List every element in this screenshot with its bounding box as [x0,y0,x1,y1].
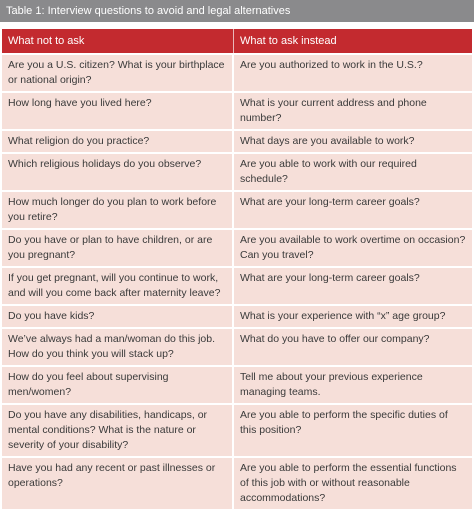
table-row [2,190,472,228]
cell-not-to-ask: What religion do you practice? [2,129,234,152]
table-row [2,53,472,91]
cell-not-to-ask: Do you have or plan to have children, or are you pregnant? [2,228,234,266]
column-header-not-to-ask: What not to ask [2,29,234,53]
cell-not-to-ask: How long have you lived here? [2,91,234,129]
cell-ask-instead: What do you have to offer our company? [234,327,472,365]
cell-not-to-ask: Are you a U.S. citizen? What is your birthplace or national origin? [2,53,234,91]
table-row [2,304,472,327]
cell-ask-instead: What are your long-term career goals? [234,266,472,304]
table-row [2,365,472,403]
cell-not-to-ask: How much longer do you plan to work before you retire? [2,190,234,228]
cell-ask-instead: What is your experience with “x” age group? [234,304,472,327]
table-row [2,129,472,152]
table-row [2,91,472,129]
cell-not-to-ask: If you get pregnant, will you continue to work, and will you come back after maternity leave? [2,266,234,304]
cell-not-to-ask: Do you have any disabilities, handicaps, or mental conditions? What is the nature or severity of your disability? [2,403,234,456]
cell-ask-instead: What days are you available to work? [234,129,472,152]
column-header-ask-instead: What to ask instead [234,29,472,53]
table-caption: Table 1: Interview questions to avoid and legal alternatives [0,0,474,22]
cell-not-to-ask: We’ve always had a man/woman do this job. How do you think you will stack up? [2,327,234,365]
cell-ask-instead: Are you able to perform the essential functions of this job with or without reasonable accommodations? [234,456,472,509]
table-row [2,403,472,456]
cell-ask-instead: Are you available to work overtime on occasion? Can you travel? [234,228,472,266]
cell-ask-instead: Are you able to perform the specific duties of this position? [234,403,472,456]
cell-ask-instead: What are your long-term career goals? [234,190,472,228]
cell-not-to-ask: Do you have kids? [2,304,234,327]
table-row [2,152,472,190]
questions-table [2,29,472,509]
cell-not-to-ask: Which religious holidays do you observe? [2,152,234,190]
cell-not-to-ask: Have you had any recent or past illnesses or operations? [2,456,234,509]
table-header-row [2,29,472,53]
cell-ask-instead: Are you authorized to work in the U.S.? [234,53,472,91]
cell-ask-instead: Are you able to work with our required schedule? [234,152,472,190]
table-row [2,456,472,509]
cell-ask-instead: What is your current address and phone number? [234,91,472,129]
table-row [2,266,472,304]
table-row [2,327,472,365]
cell-not-to-ask: How do you feel about supervising men/women? [2,365,234,403]
table-row [2,228,472,266]
cell-ask-instead: Tell me about your previous experience managing teams. [234,365,472,403]
